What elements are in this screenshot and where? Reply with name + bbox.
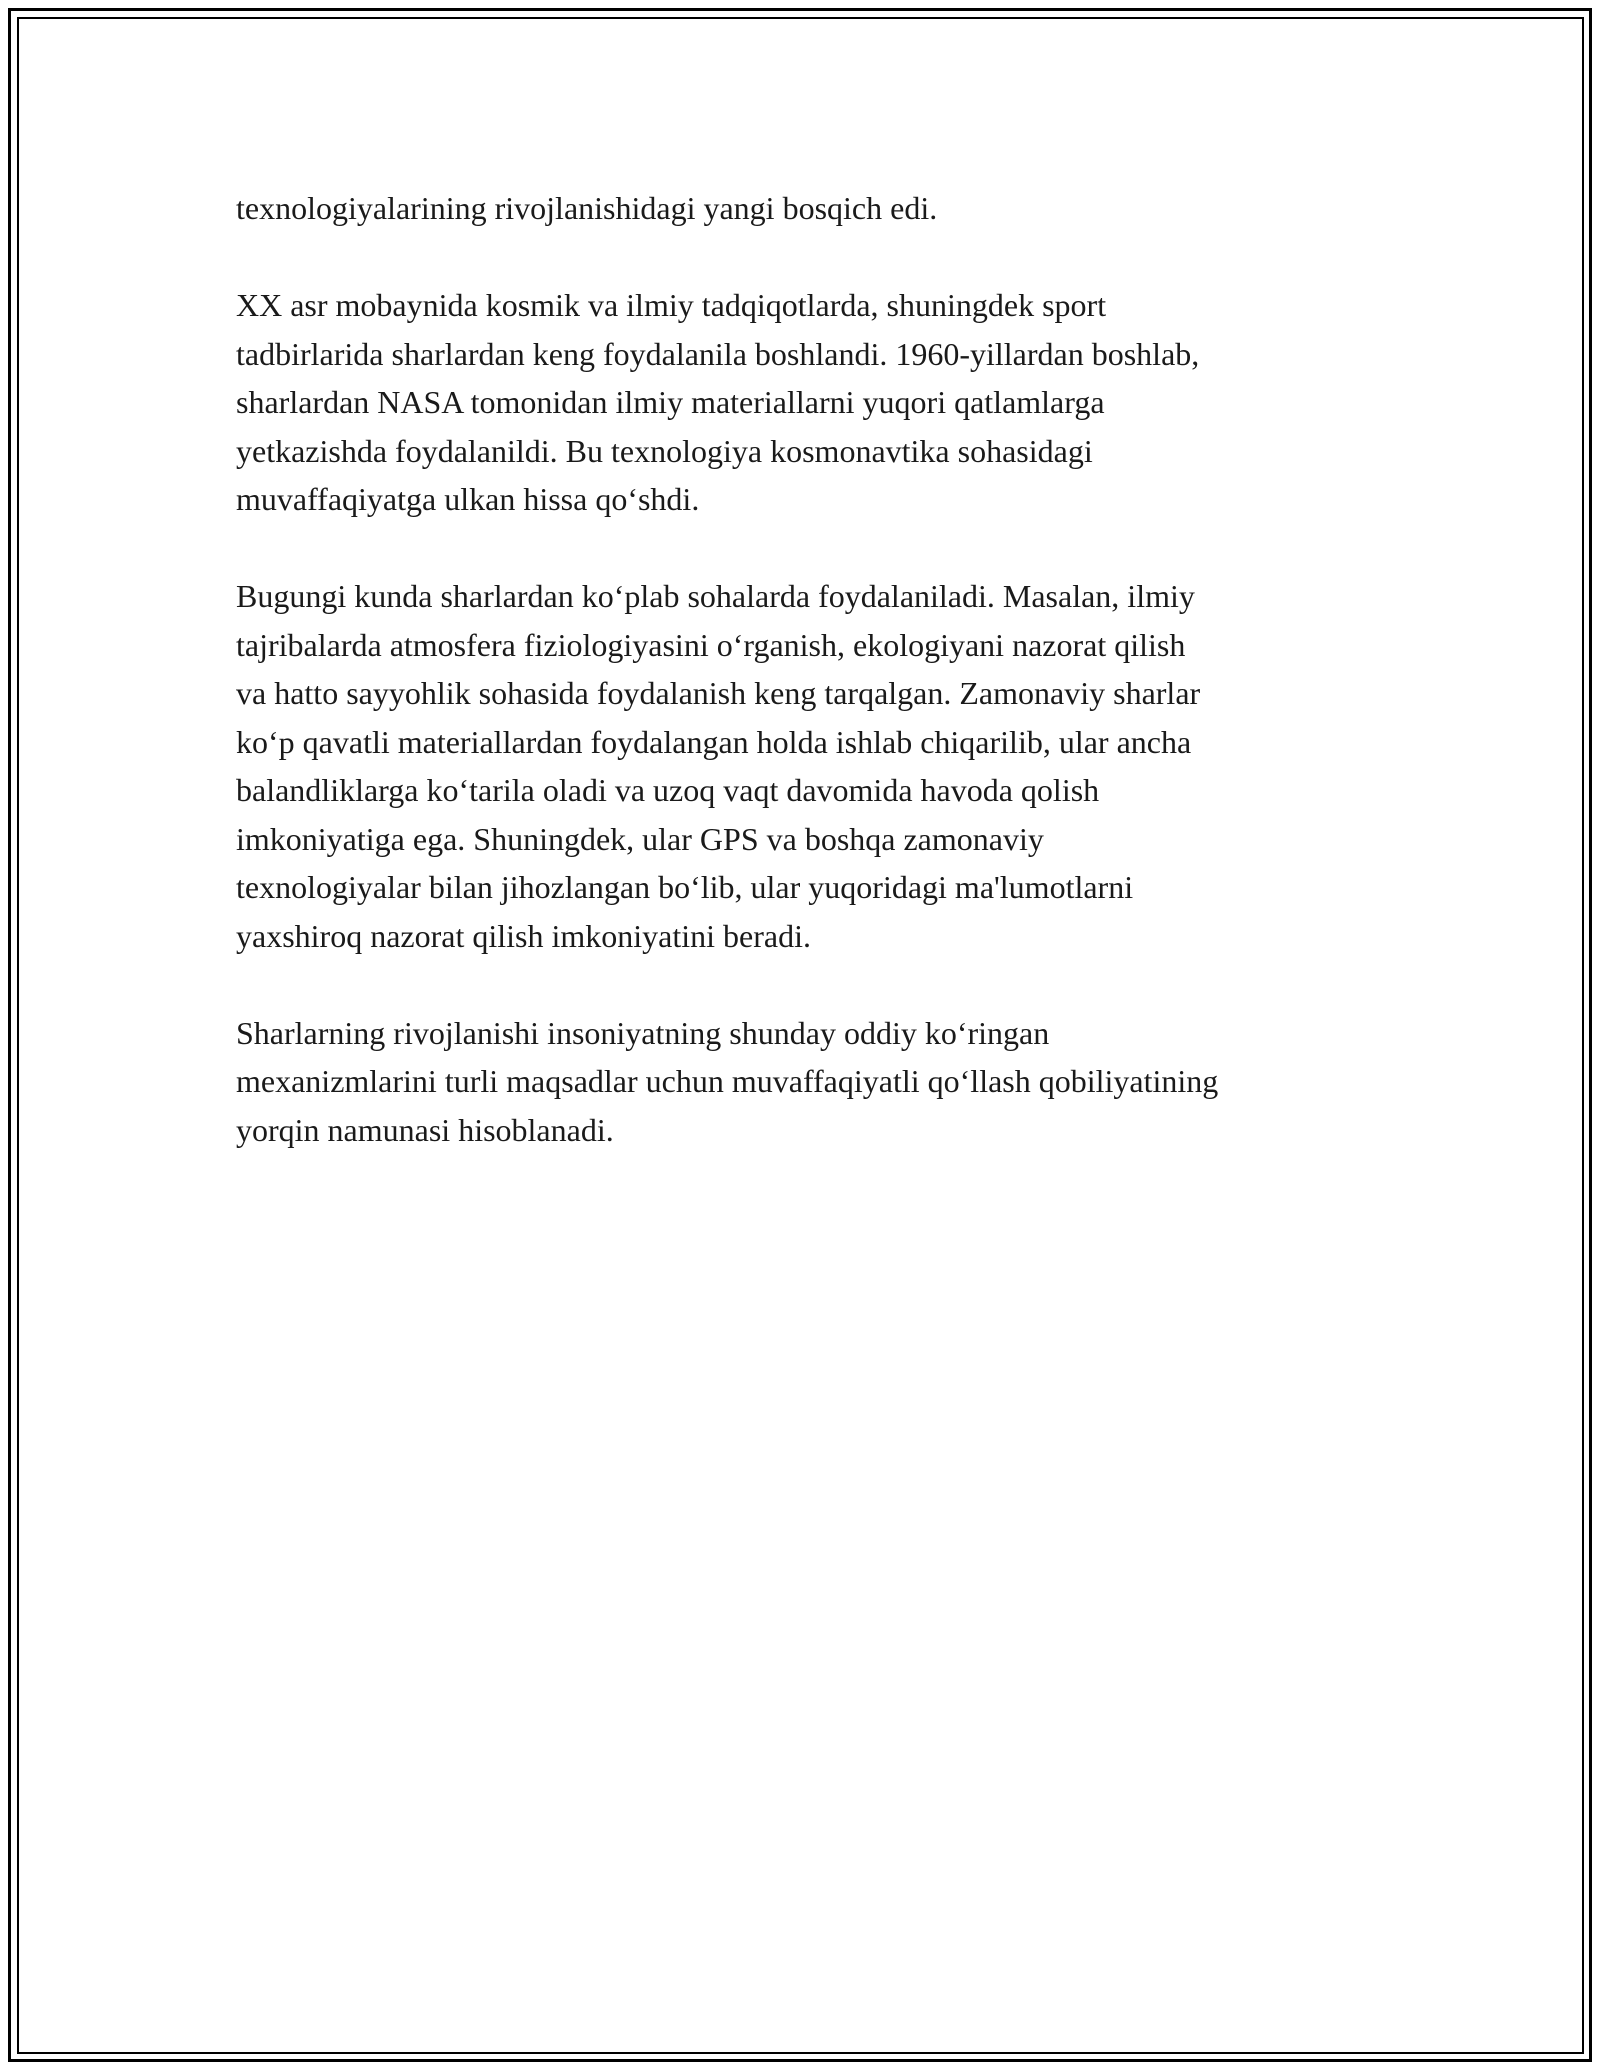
paragraph-1: texnologiyalarining rivojlanishidagi yangi bosqich edi. <box>236 190 938 226</box>
document-body <box>236 184 1376 1203</box>
paragraph-2: XX asr mobaynida kosmik va ilmiy tadqiqotlarda, shuningdek sport tadbirlarida sharlardan keng foydalanila boshlandi. 1960-yillardan boshlab, sharlardan NASA tomonidan ilmiy materiallarni yuqori qatlamlarga yetkazishda foydalanildi. Bu texnologiya kosmonavtika sohasidagi muvaffaqiyatga ulkan hissa qo‘shdi. <box>236 287 1200 517</box>
paragraph-3: Bugungi kunda sharlardan ko‘plab sohalarda foydalaniladi. Masalan, ilmiy tajribalarda atmosfera fiziologiyasini o‘rganish, ekologiyani nazorat qilish va hatto sayyohlik sohasida foydalanish keng tarqalgan. Zamonaviy sharlar ko‘p qavatli materiallardan foydalangan holda ishlab chiqarilib, ular ancha balandliklarga ko‘tarila oladi va uzoq vaqt davomida havoda qolish imkoniyatiga ega. Shuningdek, ular GPS va boshqa zamonaviy texnologiyalar bilan jihozlangan bo‘lib, ular yuqoridagi ma'lumotlarni yaxshiroq nazorat qilish imkoniyatini beradi. <box>236 578 1201 954</box>
paragraph-4: Sharlarning rivojlanishi insoniyatning shunday oddiy ko‘ringan mexanizmlarini turli maqsadlar uchun muvaffaqiyatli qo‘llash qobiliyatining yorqin namunasi hisoblanadi. <box>236 1014 1219 1148</box>
